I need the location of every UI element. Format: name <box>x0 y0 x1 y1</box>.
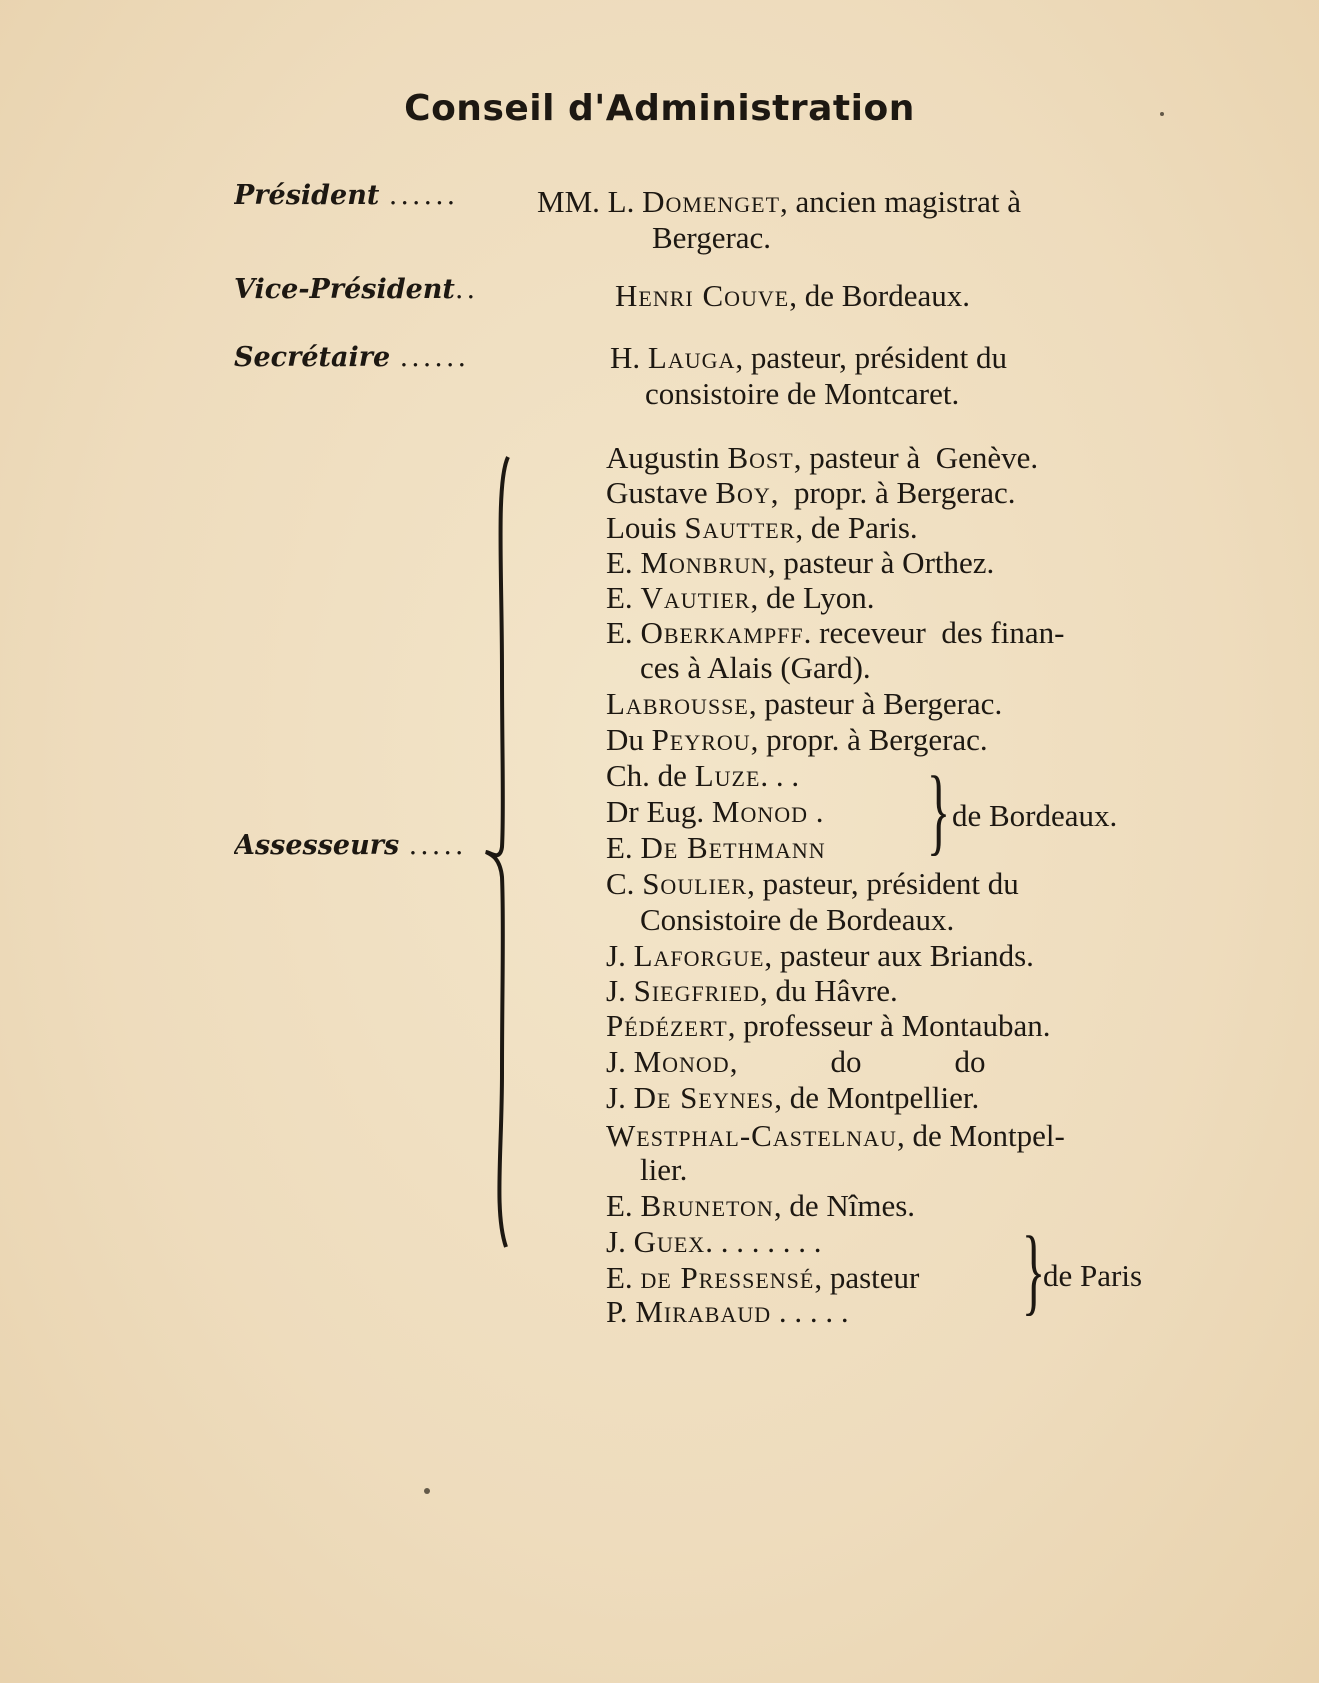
assesseur-line <box>606 866 1019 902</box>
surname: Oberkampff <box>640 615 804 650</box>
text-part: . . . . . <box>771 1294 849 1329</box>
text-part: J. <box>606 1044 634 1079</box>
assesseur-line <box>606 973 898 1009</box>
assesseur-line <box>606 475 1016 511</box>
vice-president-line <box>615 278 970 314</box>
surname: Monbrun <box>640 545 768 580</box>
assesseur-line <box>606 794 824 830</box>
surname: Luze <box>694 758 761 793</box>
text-part: E. <box>606 1260 641 1295</box>
assesseur-line <box>606 580 874 616</box>
text-part: E. <box>606 615 641 650</box>
ink-speck <box>424 1488 430 1494</box>
text-part: , de Nîmes. <box>773 1188 916 1223</box>
assesseur-line <box>606 830 826 866</box>
text-part: lier. <box>640 1152 688 1187</box>
surname: Labrousse <box>606 686 749 721</box>
surname: Sautter <box>684 510 796 545</box>
text-part: J. <box>606 1224 634 1259</box>
assesseur-line <box>640 650 871 686</box>
surname: Mirabaud <box>635 1294 772 1329</box>
text-part: E. <box>606 545 641 580</box>
ink-speck <box>1160 112 1164 116</box>
assesseur-line <box>606 1294 849 1330</box>
surname: Guex <box>633 1224 706 1259</box>
bordeaux-brace: } <box>926 757 951 865</box>
surname: Peyrou <box>651 722 751 757</box>
surname: Lauga <box>647 340 736 375</box>
text-part: , professeur à Montauban. <box>727 1008 1051 1043</box>
text-part: , de Montpel- <box>896 1118 1065 1153</box>
surname: Vautier <box>640 580 751 615</box>
role-label: Assesseurs <box>234 830 400 861</box>
text-part: , de Montpellier. <box>774 1080 980 1115</box>
text-part: . . . <box>760 758 800 793</box>
president-line-2: Bergerac. <box>652 220 772 255</box>
surname: Monod <box>711 794 809 829</box>
role-vice-president: Vice-Président.. <box>234 274 479 305</box>
text-part: , pasteur à Orthez. <box>767 545 995 580</box>
text-part: , de Lyon. <box>750 580 875 615</box>
group-bordeaux: de Bordeaux. <box>952 798 1118 833</box>
text-part: , propr. à Bergerac. <box>770 475 1016 510</box>
surname: Siegfried <box>633 973 761 1008</box>
assesseur-line <box>606 938 1034 974</box>
role-label: Président <box>234 180 380 211</box>
assesseur-line <box>606 440 1038 476</box>
assesseur-line <box>606 1080 979 1116</box>
text-part: C. <box>606 866 643 901</box>
assesseurs-brace <box>478 452 518 1252</box>
assesseur-line <box>606 1118 1065 1154</box>
surname: Bost <box>727 440 794 475</box>
prefix: MM. <box>537 184 600 219</box>
assesseur-line <box>606 1224 821 1260</box>
text-part: , do do <box>729 1044 986 1079</box>
assesseur-line <box>640 1152 687 1188</box>
initial: H. <box>610 340 648 375</box>
surname: Monod <box>633 1044 730 1079</box>
assesseur-line <box>606 686 1002 722</box>
text-part: Consistoire de Bordeaux. <box>640 902 955 937</box>
text-part: Dr Eug. <box>606 794 712 829</box>
text-part: Ch. de <box>606 758 695 793</box>
text-part: , du Hâvre. <box>760 973 898 1008</box>
assesseur-line <box>606 545 994 581</box>
text-part: , pasteur <box>814 1260 920 1295</box>
assesseur-line <box>606 615 1064 651</box>
assesseur-line <box>606 722 988 758</box>
surname: Laforgue <box>633 938 765 973</box>
description: , ancien magistrat à <box>780 184 1022 219</box>
surname: Westphal-Castelnau <box>606 1118 897 1153</box>
text-part: P. <box>606 1294 636 1329</box>
text-part: , propr. à Bergerac. <box>750 722 988 757</box>
secretaire-line-2: consistoire de Montcaret. <box>645 376 960 411</box>
text-part: . receveur des finan- <box>803 615 1065 650</box>
assesseur-line <box>606 1008 1051 1044</box>
paris-brace: } <box>1021 1217 1046 1325</box>
assesseur-line <box>640 902 954 938</box>
surname: Domenget <box>642 184 781 219</box>
text-part: E. <box>606 580 641 615</box>
role-label: Vice-Président <box>234 274 455 305</box>
surname: De Bethmann <box>640 830 826 865</box>
role-secretaire: Secrétaire ...... <box>234 342 470 373</box>
text-part: Louis <box>606 510 685 545</box>
text-part: E. <box>606 830 641 865</box>
text-part: , pasteur aux Briands. <box>764 938 1034 973</box>
text-part: J. <box>606 973 634 1008</box>
page-title: Conseil d'Administration <box>404 88 915 129</box>
assesseur-line <box>606 758 799 794</box>
text-part: J. <box>606 1080 634 1115</box>
surname: Soulier <box>642 866 748 901</box>
group-paris: de Paris <box>1043 1258 1143 1293</box>
text-part: Augustin <box>606 440 728 475</box>
surname: Pédézert <box>606 1008 728 1043</box>
assesseur-line <box>606 1260 919 1296</box>
text-part: E. <box>606 1188 641 1223</box>
text-part: , de Paris. <box>795 510 918 545</box>
surname: De Seynes <box>633 1080 775 1115</box>
description: , de Bordeaux. <box>789 278 971 313</box>
assesseur-line <box>606 510 918 546</box>
secretaire-line-1 <box>610 340 1007 376</box>
text-part: Du <box>606 722 652 757</box>
surname: Bruneton <box>640 1188 774 1223</box>
initial: L. <box>607 184 643 219</box>
text-part: , pasteur à Bergerac. <box>748 686 1003 721</box>
assesseur-line <box>606 1044 985 1080</box>
description: , pasteur, président du <box>735 340 1008 375</box>
text-part: , pasteur à Genève. <box>793 440 1039 475</box>
assesseur-line <box>606 1188 915 1224</box>
role-label: Secrétaire <box>234 342 391 373</box>
text-part: , pasteur, président du <box>747 866 1019 901</box>
text-part: J. <box>606 938 634 973</box>
surname: Boy <box>715 475 771 510</box>
text-part: Gustave <box>606 475 716 510</box>
surname: de Pressensé <box>640 1260 815 1295</box>
role-assesseurs: Assesseurs ..... <box>234 830 467 861</box>
name: Henri Couve <box>615 278 790 313</box>
role-president: Président ...... <box>234 180 459 211</box>
president-line-1 <box>537 184 1021 220</box>
text-part: . <box>808 794 824 829</box>
text-part: ces à Alais (Gard). <box>640 650 871 685</box>
text-part: . . . . . . . . <box>705 1224 822 1259</box>
